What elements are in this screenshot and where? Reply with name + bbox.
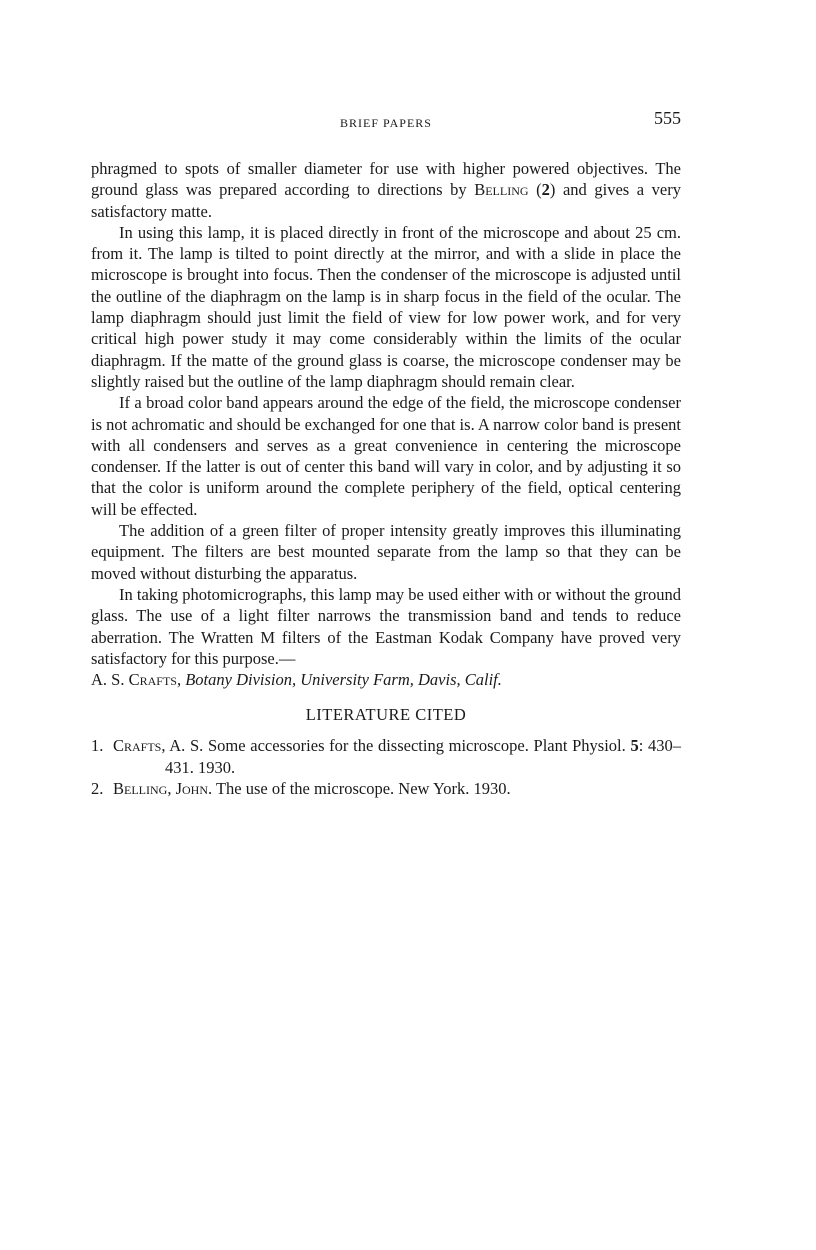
- reference-body: [113, 778, 681, 799]
- paragraph-5-text: In taking photomicrographs, this lamp may be used either with or without the ground glass. The use of a light filter narrows the transmission band and tends to reduce aberration. The Wratten M filters of the Eastman Kodak Company have proved very satisfactory for this purpose.—: [91, 584, 681, 668]
- paragraph-1-text-a: phragmed to spots of smaller diameter for use with higher powered objectives. The ground glass was prepared according to directions by: [91, 159, 681, 200]
- reference-item: [91, 778, 681, 799]
- reference-text: . The use of the microscope. New York. 1930.: [208, 779, 511, 799]
- reference-author-rest: , A. S.: [161, 736, 204, 756]
- literature-heading: LITERATURE CITED: [305, 705, 467, 725]
- paragraph-1: [91, 158, 681, 222]
- page-header: [91, 108, 681, 138]
- reference-pages: : 430–431. 1930.: [165, 736, 681, 777]
- reference-number: 2.: [91, 779, 104, 799]
- reference-number: 1.: [91, 736, 104, 756]
- reference-list: [91, 735, 681, 799]
- reference-text: Some accessories for the dissecting microscope. Plant Physiol.: [203, 736, 631, 756]
- reference-body: [113, 735, 681, 778]
- citation-author: Belling: [474, 180, 529, 200]
- body-text: [91, 158, 681, 690]
- running-head: BRIEF PAPERS: [340, 116, 432, 130]
- paragraph-4: The addition of a green filter of proper intensity greatly improves this illuminating equipment. The filters are best mounted separate from the lamp so that they can be moved without disturbing the apparatus.: [91, 521, 681, 583]
- signature-initials: A. S.: [91, 670, 129, 690]
- paragraph-2: In using this lamp, it is placed directly in front of the microscope and about 25 cm. from it. The lamp is tilted to point directly at the mirror, and with a slide in place the microscope is brought into focus. Then the condenser of the microscope is adjusted until the outline of the diaphragm on the lamp is in sharp focus in the field of the ocular. The lamp diaphragm should just limit the field of view for low power work, and for very critical high power study it may come considerably within the limits of the ocular diaphragm. If the matte of the ground glass is coarse, the microscope condenser may be slightly raised but the outline of the lamp diaphragm should remain clear.: [91, 222, 681, 391]
- reference-author-separator: ,: [167, 779, 176, 799]
- reference-author: Crafts: [113, 736, 162, 756]
- paragraph-5: [91, 584, 681, 690]
- page: [91, 108, 681, 799]
- citation-open: (: [528, 180, 542, 200]
- signature-affiliation: Botany Division, University Farm, Davis, Calif.: [185, 670, 502, 690]
- signature-separator: ,: [176, 670, 186, 690]
- reference-item: [91, 735, 681, 778]
- citation-number: 2: [541, 180, 550, 200]
- reference-author: Belling: [113, 779, 168, 799]
- paragraph-1-text-b: ) and gives a very satisfactory matte.: [91, 180, 681, 221]
- reference-author-first: John: [175, 779, 208, 799]
- signature-name: Crafts: [128, 670, 177, 690]
- reference-volume: 5: [630, 736, 639, 756]
- paragraph-3: If a broad color band appears around the edge of the field, the microscope condenser is not achromatic and should be exchanged for one that is. A narrow color band is present with all condensers and serves as a great convenience in centering the microscope condenser. If the latter is out of center this band will vary in color, and by adjusting it so that the color is uniform around the complete periphery of the field, optical centering will be effected.: [91, 393, 681, 519]
- page-number: 555: [654, 108, 681, 128]
